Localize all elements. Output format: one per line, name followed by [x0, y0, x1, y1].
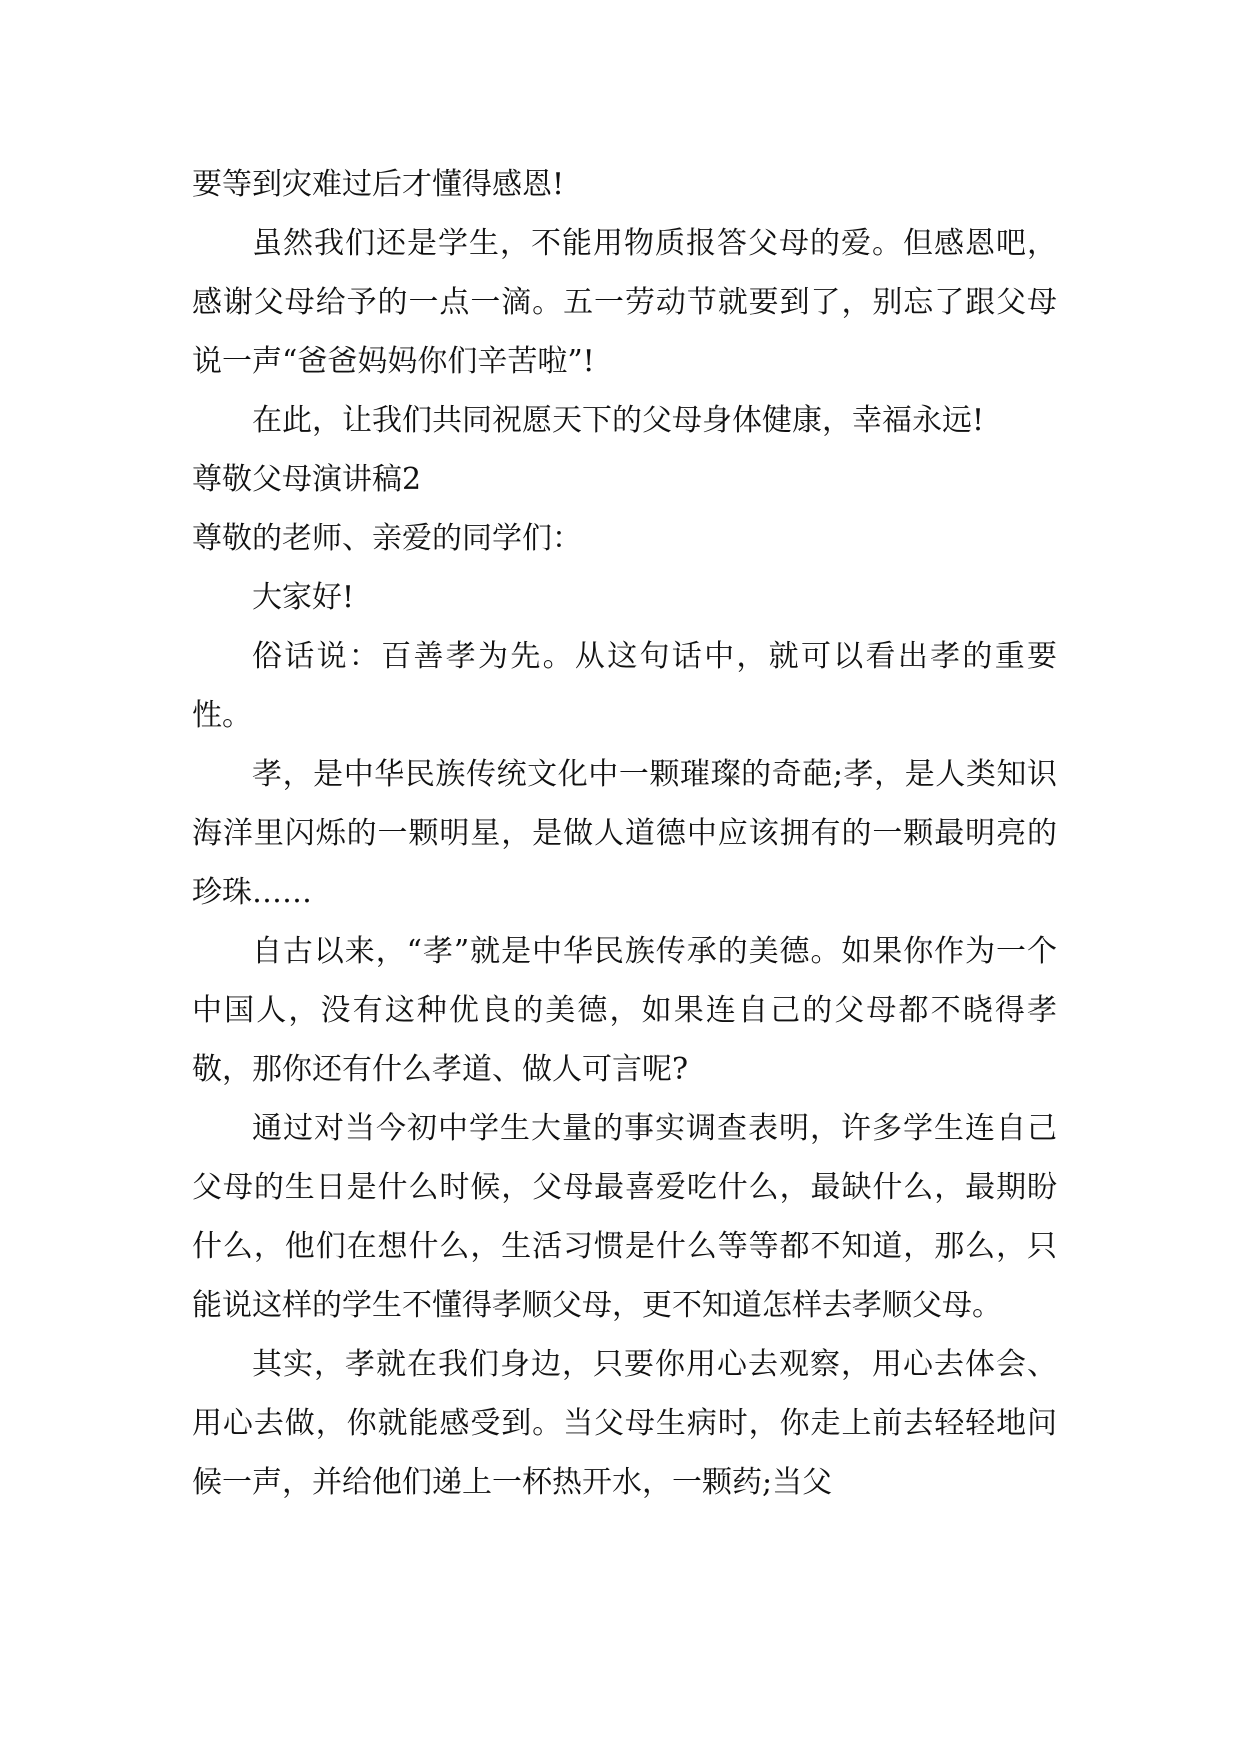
- paragraph: 孝，是中华民族传统文化中一颗璀璨的奇葩;孝，是人类知识海洋里闪烁的一颗明星，是做人道德中应该拥有的一颗最明亮的珍珠……: [192, 757, 1057, 910]
- paragraph: 在此，让我们共同祝愿天下的父母身体健康，幸福永远!: [252, 403, 985, 438]
- section-heading: 尊敬父母演讲稿2: [192, 462, 422, 497]
- greeting: 大家好!: [252, 580, 355, 615]
- paragraph: 其实，孝就在我们身边，只要你用心去观察，用心去体会、用心去做，你就能感受到。当父母生病时，你走上前去轻轻地问候一声，并给他们递上一杯热开水，一颗药;当父: [192, 1347, 1057, 1500]
- document-body: [192, 155, 1057, 1512]
- paragraph: 虽然我们还是学生，不能用物质报答父母的爱。但感恩吧，感谢父母给予的一点一滴。五一劳动节就要到了，别忘了跟父母说一声“爸爸妈妈你们辛苦啦”!: [192, 226, 1057, 379]
- paragraph: 通过对当今初中学生大量的事实调查表明，许多学生连自己父母的生日是什么时候，父母最喜爱吃什么，最缺什么，最期盼什么，他们在想什么，生活习惯是什么等等都不知道，那么，只能说这样的学生不懂得孝顺父母，更不知道怎样去孝顺父母。: [192, 1111, 1057, 1323]
- paragraph: 自古以来，“孝”就是中华民族传承的美德。如果你作为一个中国人，没有这种优良的美德，如果连自己的父母都不晓得孝敬，那你还有什么孝道、做人可言呢?: [192, 934, 1057, 1087]
- paragraph: 俗话说：百善孝为先。从这句话中，就可以看出孝的重要性。: [192, 639, 1057, 733]
- paragraph-continuation: 要等到灾难过后才懂得感恩!: [192, 167, 565, 202]
- salutation: 尊敬的老师、亲爱的同学们：: [192, 521, 582, 556]
